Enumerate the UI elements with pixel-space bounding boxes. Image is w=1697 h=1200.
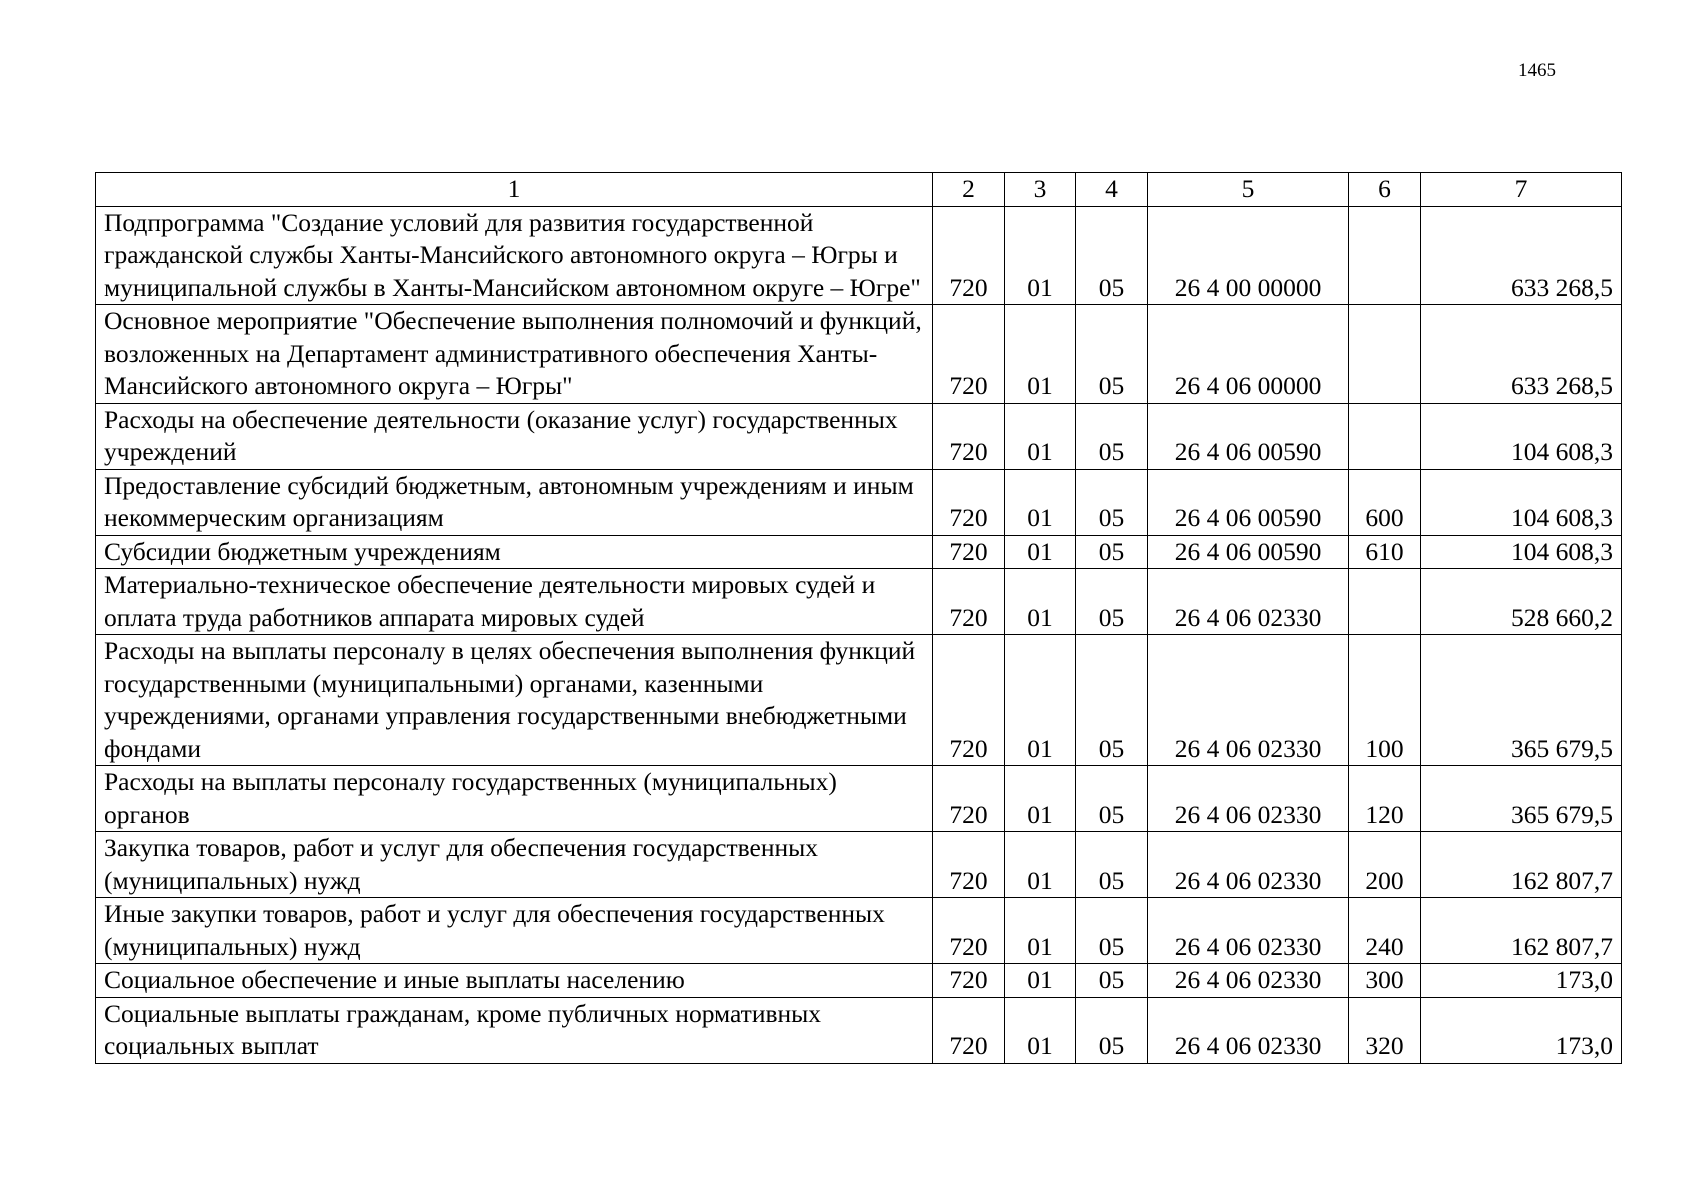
row-amount: 633 268,5 xyxy=(1421,206,1622,305)
row-code-2: 720 xyxy=(933,766,1005,832)
row-code-5: 26 4 06 00590 xyxy=(1148,535,1349,569)
row-code-6: 610 xyxy=(1349,535,1421,569)
row-name: Иные закупки товаров, работ и услуг для обеспечения государственных (муниципальных) нужд xyxy=(96,898,933,964)
row-code-4: 05 xyxy=(1076,469,1148,535)
row-code-4: 05 xyxy=(1076,403,1148,469)
row-code-2: 720 xyxy=(933,832,1005,898)
header-cell-7: 7 xyxy=(1421,173,1622,207)
row-code-2: 720 xyxy=(933,635,1005,766)
row-code-3: 01 xyxy=(1005,766,1076,832)
row-name: Подпрограмма "Создание условий для развития государственной гражданской службы Ханты-Мансийского автономного округа – Югры и муниципальной службы в Ханты-Мансийском автономном округе – Югре" xyxy=(96,206,933,305)
table-row xyxy=(96,569,1622,635)
row-code-3: 01 xyxy=(1005,569,1076,635)
table-row xyxy=(96,997,1622,1063)
row-code-5: 26 4 06 00590 xyxy=(1148,403,1349,469)
row-code-3: 01 xyxy=(1005,964,1076,998)
row-amount: 104 608,3 xyxy=(1421,535,1622,569)
row-code-5: 26 4 00 00000 xyxy=(1148,206,1349,305)
row-amount: 162 807,7 xyxy=(1421,832,1622,898)
header-cell-5: 5 xyxy=(1148,173,1349,207)
row-amount: 633 268,5 xyxy=(1421,305,1622,404)
row-amount: 104 608,3 xyxy=(1421,403,1622,469)
row-code-2: 720 xyxy=(933,469,1005,535)
row-name: Материально-техническое обеспечение деятельности мировых судей и оплата труда работников аппарата мировых судей xyxy=(96,569,933,635)
row-amount: 528 660,2 xyxy=(1421,569,1622,635)
row-code-3: 01 xyxy=(1005,635,1076,766)
row-name: Социальные выплаты гражданам, кроме публичных нормативных социальных выплат xyxy=(96,997,933,1063)
row-code-2: 720 xyxy=(933,206,1005,305)
table-row xyxy=(96,635,1622,766)
table-header xyxy=(96,173,1622,207)
row-name: Расходы на обеспечение деятельности (оказание услуг) государственных учреждений xyxy=(96,403,933,469)
row-amount: 104 608,3 xyxy=(1421,469,1622,535)
row-code-6: 200 xyxy=(1349,832,1421,898)
header-cell-1: 1 xyxy=(96,173,933,207)
row-code-5: 26 4 06 02330 xyxy=(1148,635,1349,766)
row-name: Расходы на выплаты персоналу государственных (муниципальных) органов xyxy=(96,766,933,832)
table-row xyxy=(96,206,1622,305)
row-code-2: 720 xyxy=(933,964,1005,998)
row-amount: 173,0 xyxy=(1421,997,1622,1063)
table-row xyxy=(96,766,1622,832)
row-code-2: 720 xyxy=(933,535,1005,569)
row-code-5: 26 4 06 02330 xyxy=(1148,997,1349,1063)
row-name: Расходы на выплаты персоналу в целях обеспечения выполнения функций государственными (муниципальными) органами, казенными учреждениями, органами управления государственными внебюджетными фондами xyxy=(96,635,933,766)
row-code-3: 01 xyxy=(1005,535,1076,569)
row-code-5: 26 4 06 02330 xyxy=(1148,832,1349,898)
row-code-4: 05 xyxy=(1076,832,1148,898)
row-name: Субсидии бюджетным учреждениям xyxy=(96,535,933,569)
table-row xyxy=(96,964,1622,998)
table-row xyxy=(96,469,1622,535)
row-code-6: 600 xyxy=(1349,469,1421,535)
table-row xyxy=(96,535,1622,569)
row-code-2: 720 xyxy=(933,403,1005,469)
row-amount: 365 679,5 xyxy=(1421,766,1622,832)
row-code-4: 05 xyxy=(1076,898,1148,964)
table-row xyxy=(96,403,1622,469)
row-code-3: 01 xyxy=(1005,305,1076,404)
page-number: 1465 xyxy=(1518,60,1556,81)
header-cell-3: 3 xyxy=(1005,173,1076,207)
row-code-4: 05 xyxy=(1076,535,1148,569)
row-code-6: 300 xyxy=(1349,964,1421,998)
row-code-3: 01 xyxy=(1005,469,1076,535)
row-code-6: 100 xyxy=(1349,635,1421,766)
row-code-4: 05 xyxy=(1076,305,1148,404)
row-code-4: 05 xyxy=(1076,964,1148,998)
row-code-2: 720 xyxy=(933,569,1005,635)
row-code-4: 05 xyxy=(1076,766,1148,832)
table-row xyxy=(96,305,1622,404)
row-code-4: 05 xyxy=(1076,569,1148,635)
row-code-2: 720 xyxy=(933,898,1005,964)
budget-table xyxy=(95,172,1622,1064)
row-amount: 173,0 xyxy=(1421,964,1622,998)
row-code-6 xyxy=(1349,569,1421,635)
row-code-3: 01 xyxy=(1005,898,1076,964)
row-code-6 xyxy=(1349,305,1421,404)
row-name: Социальное обеспечение и иные выплаты населению xyxy=(96,964,933,998)
row-code-4: 05 xyxy=(1076,997,1148,1063)
row-code-5: 26 4 06 02330 xyxy=(1148,964,1349,998)
table-row xyxy=(96,832,1622,898)
row-code-3: 01 xyxy=(1005,206,1076,305)
row-code-5: 26 4 06 00000 xyxy=(1148,305,1349,404)
row-name: Закупка товаров, работ и услуг для обеспечения государственных (муниципальных) нужд xyxy=(96,832,933,898)
header-cell-6: 6 xyxy=(1349,173,1421,207)
table-body xyxy=(96,206,1622,1063)
row-code-6 xyxy=(1349,403,1421,469)
row-name: Предоставление субсидий бюджетным, автономным учреждениям и иным некоммерческим организациям xyxy=(96,469,933,535)
row-code-2: 720 xyxy=(933,997,1005,1063)
row-code-3: 01 xyxy=(1005,403,1076,469)
row-code-3: 01 xyxy=(1005,997,1076,1063)
row-code-5: 26 4 06 02330 xyxy=(1148,766,1349,832)
row-code-5: 26 4 06 02330 xyxy=(1148,898,1349,964)
header-cell-4: 4 xyxy=(1076,173,1148,207)
row-amount: 365 679,5 xyxy=(1421,635,1622,766)
row-code-5: 26 4 06 00590 xyxy=(1148,469,1349,535)
header-row xyxy=(96,173,1622,207)
row-name: Основное мероприятие "Обеспечение выполнения полномочий и функций, возложенных на Департамент административного обеспечения Ханты-Мансийского автономного округа – Югры" xyxy=(96,305,933,404)
row-code-6: 240 xyxy=(1349,898,1421,964)
row-amount: 162 807,7 xyxy=(1421,898,1622,964)
row-code-6: 120 xyxy=(1349,766,1421,832)
header-cell-2: 2 xyxy=(933,173,1005,207)
row-code-2: 720 xyxy=(933,305,1005,404)
row-code-4: 05 xyxy=(1076,206,1148,305)
table-row xyxy=(96,898,1622,964)
row-code-4: 05 xyxy=(1076,635,1148,766)
row-code-3: 01 xyxy=(1005,832,1076,898)
row-code-5: 26 4 06 02330 xyxy=(1148,569,1349,635)
row-code-6 xyxy=(1349,206,1421,305)
row-code-6: 320 xyxy=(1349,997,1421,1063)
